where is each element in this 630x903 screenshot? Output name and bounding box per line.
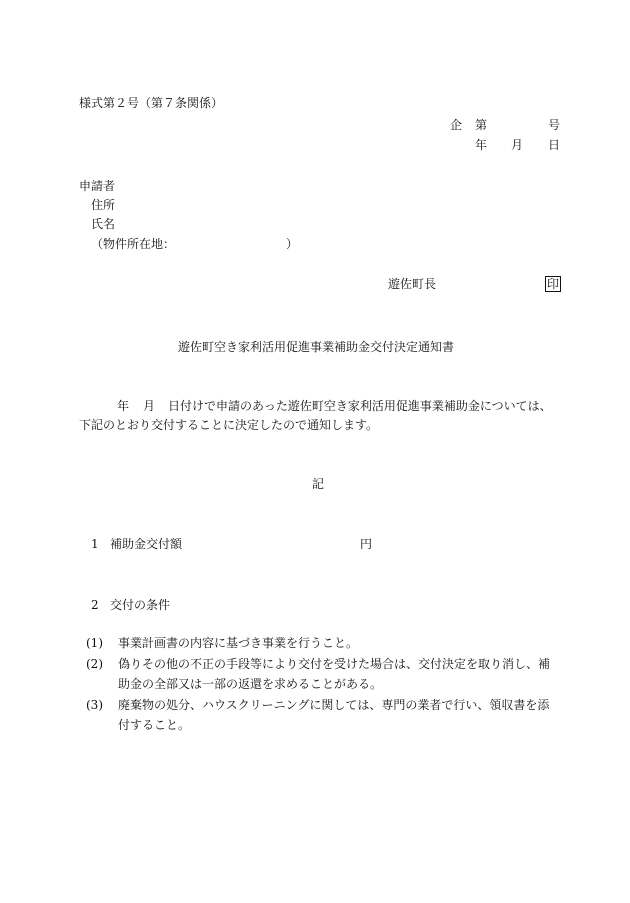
address-label: 住所 [91,198,116,212]
condition-number: (1) [86,636,103,650]
date-year: 年 [475,138,488,152]
ki-heading: 記 [312,477,325,491]
item1-number: 1 [91,537,99,551]
condition-text-continued: 付すること。 [118,718,191,732]
condition-text: 事業計画書の内容に基づき事業を行うこと。 [118,636,359,650]
seal-mark: 印 [547,277,560,291]
condition-text-continued: 助金の全部又は一部の返還を求めることがある。 [118,677,383,691]
date-month: 月 [511,138,524,152]
document-title: 遊佐町空き家利活用促進事業補助金交付決定通知書 [178,340,455,354]
item2-number: 2 [91,598,99,612]
condition-number: (3) [86,698,103,712]
property-location-close: ） [286,237,299,251]
form-number-label: 様式第２号（第７条関係） [79,96,224,110]
doc-number-gou: 号 [548,118,561,132]
item1-unit: 円 [360,537,373,551]
item2-label: 交付の条件 [110,598,171,612]
condition-text: 偽りその他の不正の手段等により交付を受けた場合は、交付決定を取り消し、補 [118,657,551,671]
body-line1: 日付けで申請のあった遊佐町空き家利活用促進事業補助金については、 [168,399,552,413]
issuer-title: 遊佐町長 [388,277,437,291]
body-year: 年 [117,399,130,413]
applicant-heading: 申請者 [79,179,116,193]
condition-text: 廃棄物の処分、ハウスクリーニングに関しては、専門の業者で行い、領収書を添 [118,698,550,712]
name-label: 氏名 [91,217,116,231]
condition-number: (2) [86,657,103,671]
property-location-open: （物件所在地： [91,237,176,251]
date-day: 日 [548,138,561,152]
doc-number-dai: 第 [475,118,488,132]
item1-label: 補助金交付額 [110,537,183,551]
doc-number-prefix: 企 [450,118,463,132]
body-line2: 下記のとおり交付することに決定したので通知します。 [79,418,379,432]
body-month: 月 [143,399,156,413]
